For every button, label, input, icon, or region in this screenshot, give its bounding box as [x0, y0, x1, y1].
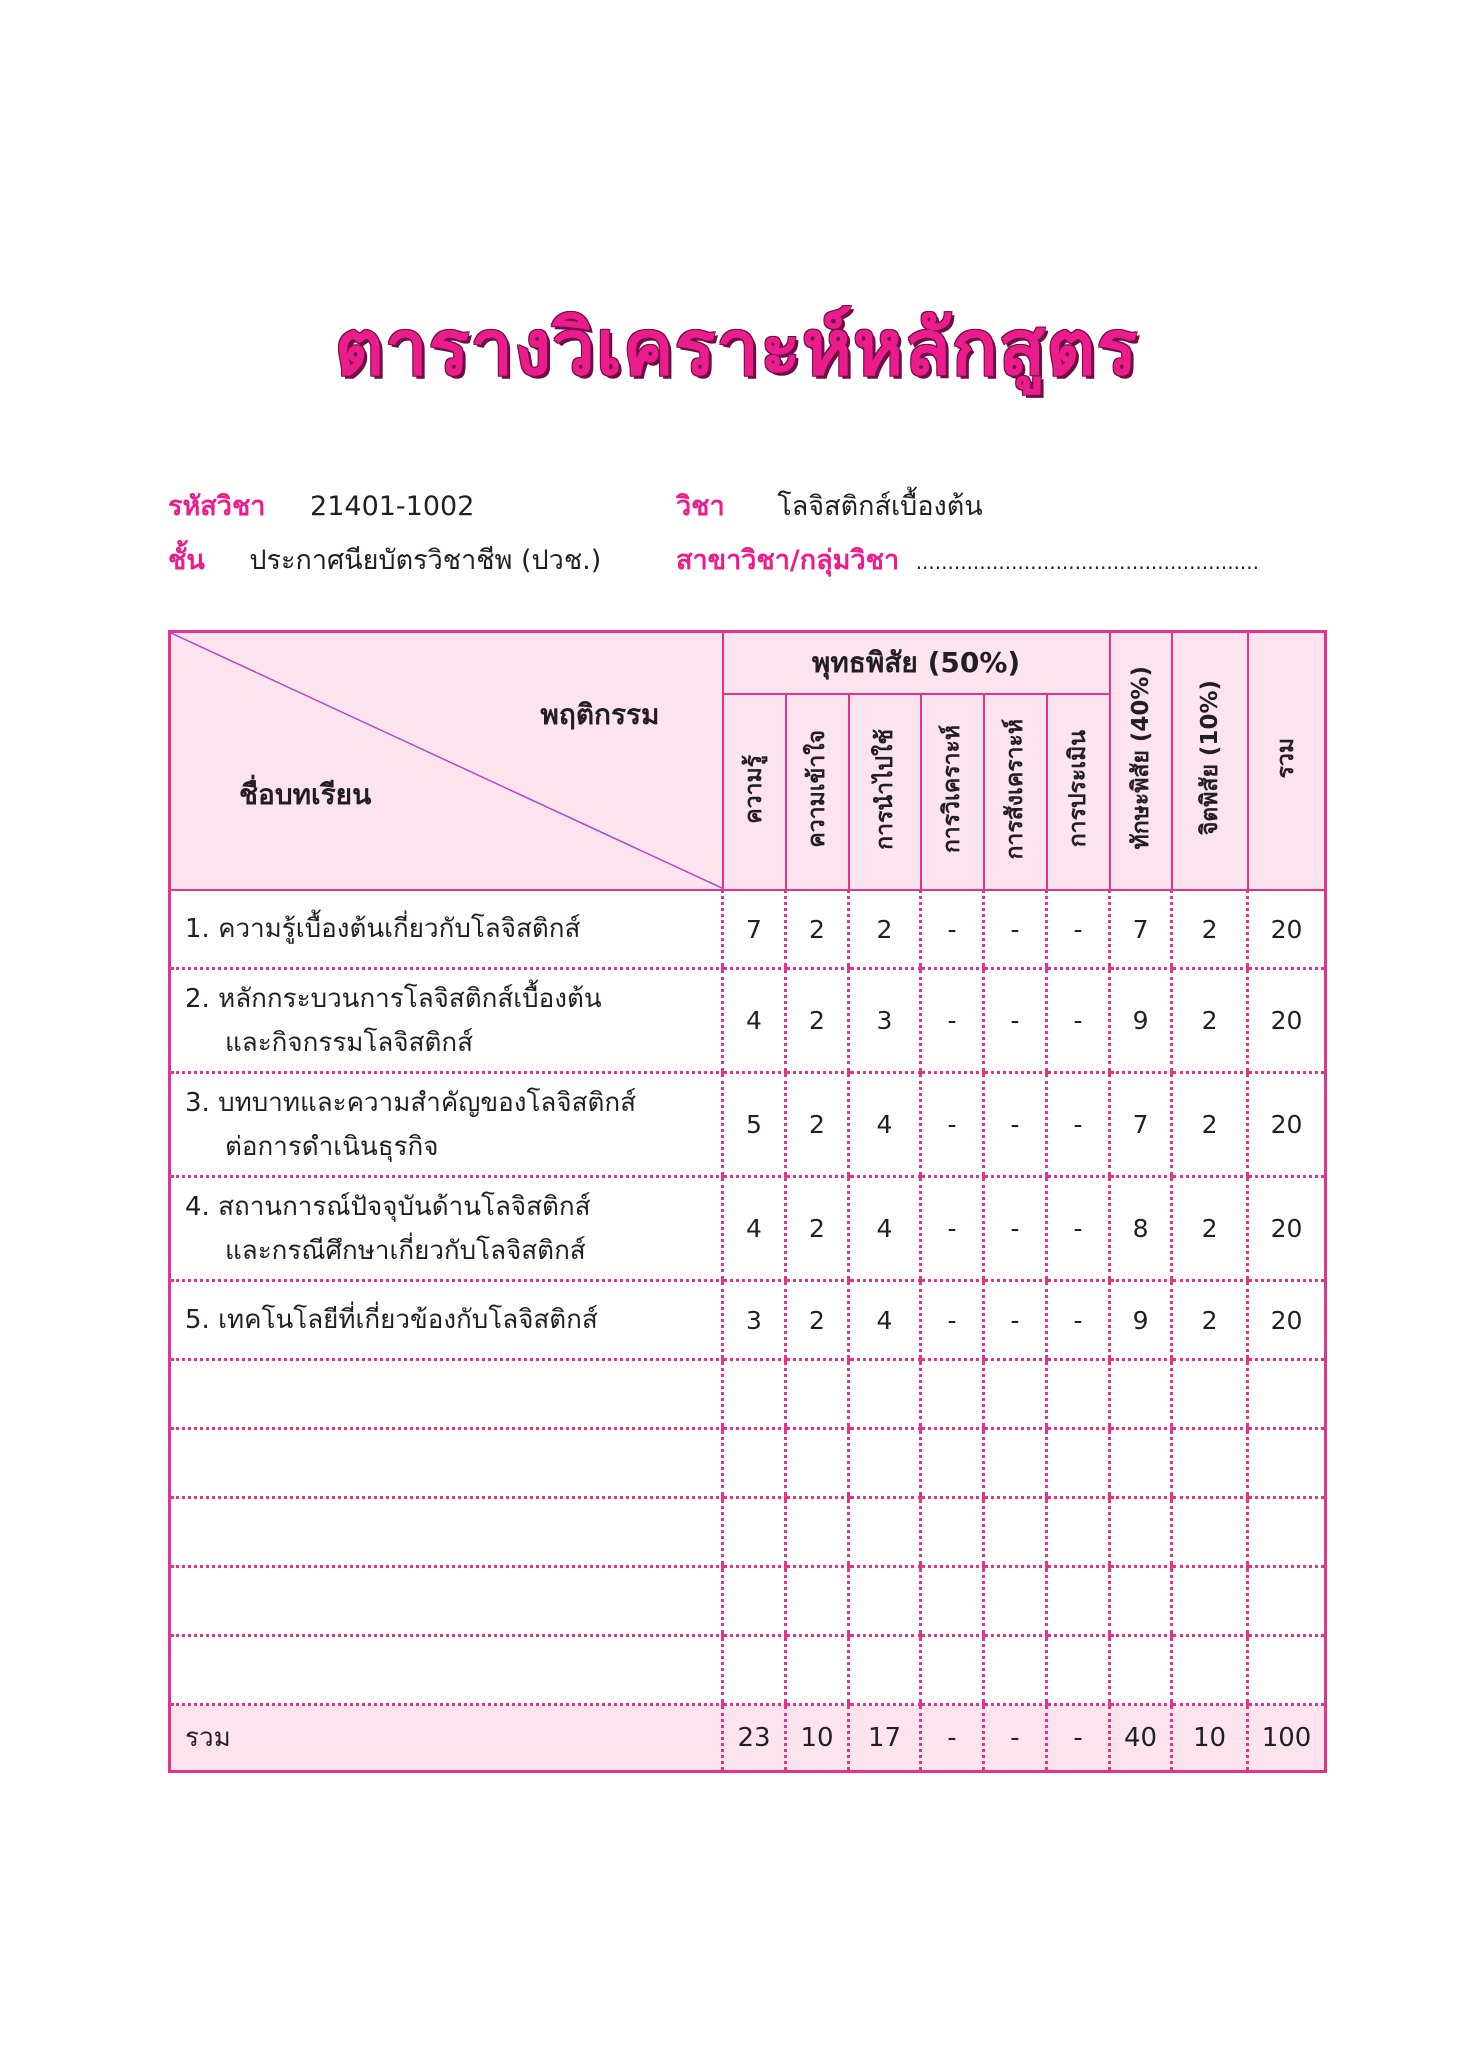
cell-value: -	[921, 969, 984, 1073]
total-value: 10	[1172, 1705, 1248, 1772]
lesson-name: 4. สถานการณ์ปัจจุบันด้านโลจิสติกส์ และกรณีศึกษาเกี่ยวกับโลจิสติกส์	[170, 1177, 723, 1281]
lesson-name-header: ชื่อบทเรียน	[239, 778, 372, 811]
row-total: 20	[1248, 1177, 1326, 1281]
total-value: 17	[849, 1705, 921, 1772]
cell-value: 2	[1172, 1073, 1248, 1177]
row-total: 20	[1248, 890, 1326, 969]
subject-line	[676, 484, 983, 527]
table-row	[170, 969, 1326, 1073]
department-line	[676, 538, 1259, 581]
cell-value: -	[1047, 969, 1110, 1073]
table-row	[170, 1281, 1326, 1360]
total-value: -	[921, 1705, 984, 1772]
cell-value: 4	[849, 1073, 921, 1177]
row-total: 20	[1248, 1281, 1326, 1360]
empty-row	[170, 1429, 1326, 1498]
department-value: ......................................................	[915, 550, 1260, 574]
total-value: -	[1047, 1705, 1110, 1772]
total-value: 40	[1110, 1705, 1172, 1772]
empty-row	[170, 1567, 1326, 1636]
course-code-label: รหัสวิชา	[168, 491, 266, 522]
col-header-application: การนำไปใช้	[849, 694, 921, 890]
empty-row	[170, 1360, 1326, 1429]
cell-value: 4	[723, 1177, 786, 1281]
col-header-knowledge: ความรู้	[723, 694, 786, 890]
cell-value: -	[984, 1177, 1047, 1281]
lesson-name: 2. หลักกระบวนการโลจิสติกส์เบื้องต้น และกิจกรรมโลจิสติกส์	[170, 969, 723, 1073]
cell-value: -	[921, 1177, 984, 1281]
cell-value: 7	[723, 890, 786, 969]
course-code-value: 21401-1002	[310, 491, 475, 522]
cell-value: -	[1047, 1073, 1110, 1177]
total-value: -	[984, 1705, 1047, 1772]
total-value: 23	[723, 1705, 786, 1772]
cell-value: 4	[849, 1177, 921, 1281]
cell-value: 2	[786, 1281, 849, 1360]
col-header-total: รวม	[1248, 632, 1326, 891]
corner-diagonal-line	[171, 633, 724, 889]
cell-value: 4	[849, 1281, 921, 1360]
cell-value: 2	[1172, 890, 1248, 969]
col-header-psychomotor: ทักษะพิสัย (40%)	[1110, 632, 1172, 891]
level-line	[168, 538, 601, 581]
cell-value: -	[1047, 890, 1110, 969]
total-row	[170, 1705, 1326, 1772]
empty-row	[170, 1636, 1326, 1705]
table-row	[170, 1177, 1326, 1281]
col-header-affective: จิตพิสัย (10%)	[1172, 632, 1248, 891]
cell-value: 7	[1110, 1073, 1172, 1177]
cell-value: -	[921, 890, 984, 969]
level-value: ประกาศนียบัตรวิชาชีพ (ปวช.)	[249, 545, 602, 576]
cell-value: 3	[849, 969, 921, 1073]
cell-value: 4	[723, 969, 786, 1073]
cell-value: 2	[786, 969, 849, 1073]
total-label: รวม	[170, 1705, 723, 1772]
table-row	[170, 1073, 1326, 1177]
cell-value: 7	[1110, 890, 1172, 969]
col-header-evaluation: การประเมิน	[1047, 694, 1110, 890]
subject-value: โลจิสติกส์เบื้องต้น	[777, 491, 983, 522]
cell-value: 2	[786, 1177, 849, 1281]
total-value: 10	[786, 1705, 849, 1772]
cell-value: 2	[1172, 969, 1248, 1073]
cell-value: -	[1047, 1177, 1110, 1281]
cell-value: -	[1047, 1281, 1110, 1360]
cognitive-domain-header: พุทธพิสัย (50%)	[723, 632, 1110, 695]
curriculum-analysis-table	[168, 630, 1327, 1773]
cell-value: 2	[1172, 1281, 1248, 1360]
cell-value: 2	[1172, 1177, 1248, 1281]
empty-row	[170, 1498, 1326, 1567]
subject-label: วิชา	[676, 491, 725, 522]
lesson-name: 5. เทคโนโลยีที่เกี่ยวข้องกับโลจิสติกส์	[170, 1281, 723, 1360]
row-total: 20	[1248, 969, 1326, 1073]
cell-value: 3	[723, 1281, 786, 1360]
col-header-synthesis: การสังเคราะห์	[984, 694, 1047, 890]
grand-total: 100	[1248, 1705, 1326, 1772]
department-label: สาขาวิชา/กลุ่มวิชา	[676, 545, 900, 576]
cell-value: 2	[849, 890, 921, 969]
level-label: ชั้น	[168, 545, 205, 576]
cell-value: 5	[723, 1073, 786, 1177]
col-header-analysis: การวิเคราะห์	[921, 694, 984, 890]
cell-value: -	[984, 890, 1047, 969]
cell-value: -	[984, 969, 1047, 1073]
cell-value: 9	[1110, 1281, 1172, 1360]
cell-value: 8	[1110, 1177, 1172, 1281]
cell-value: 9	[1110, 969, 1172, 1073]
lesson-name: 1. ความรู้เบื้องต้นเกี่ยวกับโลจิสติกส์	[170, 890, 723, 969]
cell-value: 2	[786, 890, 849, 969]
cell-value: 2	[786, 1073, 849, 1177]
cell-value: -	[921, 1281, 984, 1360]
cell-value: -	[984, 1281, 1047, 1360]
cell-value: -	[921, 1073, 984, 1177]
cell-value: -	[984, 1073, 1047, 1177]
table-row	[170, 890, 1326, 969]
behavior-header: พฤติกรรม	[540, 698, 660, 731]
lesson-name: 3. บทบาทและความสำคัญของโลจิสติกส์ ต่อการดำเนินธุรกิจ	[170, 1073, 723, 1177]
table-corner-header	[170, 632, 723, 891]
course-code-line	[168, 484, 474, 527]
page-title: ตารางวิเคราะห์หลักสูตร	[334, 303, 1139, 392]
row-total: 20	[1248, 1073, 1326, 1177]
col-header-comprehension: ความเข้าใจ	[786, 694, 849, 890]
